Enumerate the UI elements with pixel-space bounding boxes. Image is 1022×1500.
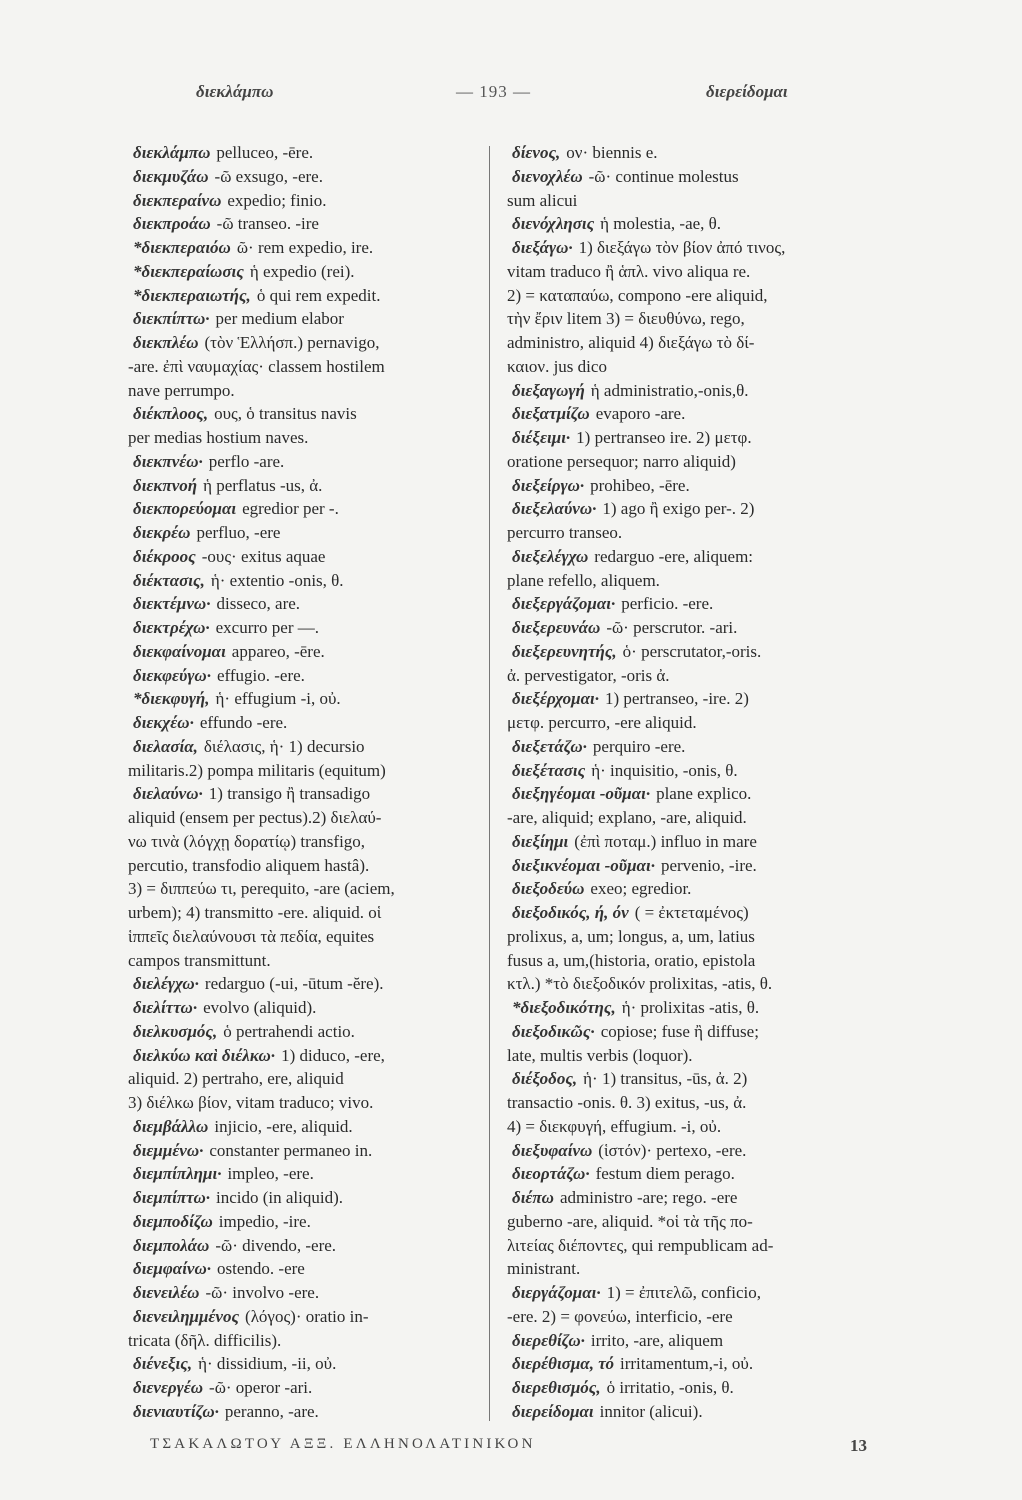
dictionary-entry-line (507, 497, 882, 521)
definition-text: redarguo -ere, aliquem: (594, 546, 754, 566)
continuation-line (507, 1044, 882, 1068)
headword: διελίττω· (133, 998, 198, 1017)
dictionary-entry-line (128, 1162, 488, 1186)
dictionary-entry-line (507, 1376, 882, 1400)
definition-text: ἡ expedio (rei). (249, 261, 355, 281)
dictionary-entry-line (128, 1020, 488, 1044)
headword: διεξέτασις (512, 760, 586, 780)
definition-text: oratione persequor; narro aliquid) (507, 451, 736, 471)
continuation-line (507, 569, 882, 593)
signature-mark: 13 (850, 1436, 867, 1455)
dictionary-entry-line (507, 735, 882, 759)
definition-text: -are, aliquid; explano, -are, aliquid. (507, 808, 747, 827)
dictionary-entry-line (128, 189, 488, 213)
dictionary-entry-line (507, 379, 882, 403)
headword: διενόχλησις (512, 214, 595, 234)
dictionary-entry-line (128, 497, 488, 521)
definition-text: prohibeo, -ēre. (590, 475, 690, 495)
continuation-line (507, 1257, 882, 1281)
definition-text: egredior per -. (242, 499, 339, 519)
continuation-line (507, 284, 882, 308)
headword: διεξετάζω· (512, 736, 587, 756)
definition-text: evolvo (aliquid). (203, 998, 317, 1017)
headword: διελκυσμός, (133, 1021, 218, 1041)
definition-text: ἱππεῖς διελαύνουσι τὰ πεδία, equites (128, 926, 375, 946)
definition-text: 3) διέλκω βίον, vitam traduco; vivo. (128, 1093, 374, 1112)
headword: διεμμένω· (133, 1140, 204, 1160)
definition-text: -ῶ· operor -ari. (209, 1378, 313, 1397)
headword: διεξοδικῶς· (512, 1021, 595, 1041)
headword: διέκπλοος, (133, 404, 209, 424)
definition-text: redarguo (-ui, -ūtum -ĕre). (204, 974, 384, 994)
dictionary-entry-line (128, 1139, 488, 1163)
headword: διεκπεραίνω (133, 190, 222, 210)
dictionary-entry-line (128, 640, 488, 664)
continuation-line (128, 379, 488, 403)
dictionary-entry-line (507, 236, 882, 260)
dictionary-entry-line (128, 450, 488, 474)
headword: διέξοδος, (512, 1069, 578, 1089)
definition-text: μετφ. percurro, -ere aliquid. (507, 713, 697, 732)
headword: *διεκπεραιόω (133, 238, 231, 257)
definition-text: administro, aliquid 4) διεξάγω τὸ δί- (507, 333, 755, 352)
definition-text: aliquid (ensem per pectus).2) διελαύ- (128, 808, 382, 827)
headword: διεκφαίνομαι (133, 641, 226, 661)
headword: διεξαγωγή (512, 380, 585, 400)
dictionary-entry-line (128, 141, 488, 165)
definition-text: ἡ· dissidium, -ii, οὐ. (198, 1354, 337, 1374)
continuation-line (128, 355, 488, 379)
headword: δίενος, (512, 143, 561, 162)
headword: διεξικνέομαι -οῦμαι· (512, 855, 655, 875)
continuation-line (507, 521, 882, 545)
definition-text: διέλασις, ἡ· 1) decursio (203, 736, 365, 756)
dictionary-entry-line (507, 782, 882, 806)
dictionary-entry-line (507, 402, 882, 426)
definition-text: campos transmittunt. (128, 950, 271, 970)
definition-text: ῶ· rem expedio, ire. (236, 238, 374, 257)
dictionary-entry-line (128, 996, 488, 1020)
definition-text: urbem); 4) transmitto -ere. aliquid. οἱ (128, 903, 382, 922)
definition-text: τὴν ἔριν litem 3) = διευθύνω, rego, (507, 309, 745, 329)
headword: διεκρέω (133, 523, 191, 542)
headword: διεμποδίζω (133, 1211, 213, 1231)
headword: διερέθισμα, τό (512, 1354, 615, 1374)
headword: διεκφεύγω· (133, 665, 211, 685)
dictionary-entry-line (128, 1400, 488, 1424)
headword: διεκπλέω (133, 333, 199, 352)
dictionary-entry-line (128, 664, 488, 688)
dictionary-entry-line (128, 1305, 488, 1329)
continuation-line (507, 450, 882, 474)
dictionary-entry-line (507, 877, 882, 901)
definition-text: (ἐπὶ ποταμ.) influo in mare (574, 831, 757, 851)
dictionary-entry-line (507, 141, 882, 165)
definition-text: ἡ perflatus -us, ἀ. (203, 475, 323, 495)
definition-text: ἡ· prolixitas -atis, θ. (621, 998, 760, 1017)
dictionary-entry-line (128, 1115, 488, 1139)
definition-text: impleo, -ere. (227, 1164, 314, 1184)
definition-text: effundo -ere. (199, 713, 288, 732)
definition-text: ον· biennis e. (566, 143, 658, 162)
definition-text: ἀ. pervestigator, -oris ἀ. (507, 665, 670, 685)
dictionary-entry-line (507, 616, 882, 640)
headword: διεξελέγχω (512, 546, 589, 566)
headword: διενιαυτίζω· (133, 1401, 219, 1421)
dictionary-entry-line (128, 521, 488, 545)
continuation-line (128, 1067, 488, 1091)
continuation-line (128, 759, 488, 783)
dictionary-entry-line (507, 1067, 882, 1091)
headword: διεκπροάω (133, 214, 211, 234)
definition-text: (τὸν Ἑλλήσπ.) pernavigo, (204, 333, 380, 352)
definition-text: -ῶ· perscrutor. -ari. (606, 618, 738, 637)
definition-text: 2) = καταπαύω, compono -ere aliquid, (507, 285, 768, 305)
continuation-line (507, 711, 882, 735)
headword: διερεθίζω· (512, 1330, 585, 1350)
dictionary-entry-line (507, 1352, 882, 1376)
definition-text: ὁ qui rem expedit. (256, 285, 381, 305)
dictionary-entry-line (128, 569, 488, 593)
headword: διενειλέω (133, 1283, 200, 1302)
continuation-line (507, 806, 882, 830)
definition-text: festum diem perago. (595, 1164, 735, 1184)
dictionary-entry-line (128, 735, 488, 759)
headword: διελκύω καὶ διέλκω· (133, 1045, 276, 1065)
continuation-line (128, 426, 488, 450)
dictionary-entry-line (507, 545, 882, 569)
continuation-line (507, 189, 882, 213)
dictionary-entry-line (128, 1257, 488, 1281)
definition-text: perquiro -ere. (592, 736, 686, 756)
definition-text: 1) = ἐπιτελῶ, conficio, (606, 1283, 762, 1302)
definition-text: pervenio, -ire. (660, 855, 757, 875)
dictionary-entry-line (128, 616, 488, 640)
definition-text: guberno -are, aliquid. *οἱ τὰ τῆς πο- (507, 1211, 753, 1231)
definition-text: -ῶ transeo. -ire (216, 214, 319, 234)
definition-text: transactio -onis. θ. 3) exitus, -us, ἀ. (507, 1093, 747, 1112)
definition-text: evaporo -are. (595, 404, 686, 424)
headword: διερείδομαι (512, 1401, 594, 1421)
headword: διεμβάλλω (133, 1116, 209, 1136)
definition-text: perflo -are. (208, 451, 285, 471)
left-column (128, 141, 488, 1424)
continuation-line (507, 664, 882, 688)
dictionary-entry-line (128, 1210, 488, 1234)
headword: διεμπολάω (133, 1235, 210, 1255)
headword: διένεξις, (133, 1354, 193, 1374)
headword: διενοχλέω (512, 166, 583, 186)
headword: διεκπνοή (133, 475, 198, 495)
dictionary-entry-line (507, 854, 882, 878)
definition-text: incido (in aliquid). (216, 1188, 344, 1207)
definition-text: perfluo, -ere (196, 523, 281, 542)
continuation-line (128, 949, 488, 973)
continuation-line (128, 925, 488, 949)
continuation-line (507, 355, 882, 379)
continuation-line (507, 1091, 882, 1115)
definition-text: per medium elabor (215, 309, 344, 329)
definition-text: νω τινὰ (λόγχῃ δορατίῳ) transfigo, (128, 831, 366, 851)
dictionary-entry-line (128, 545, 488, 569)
continuation-line (507, 972, 882, 996)
headword: διεμφαίνω· (133, 1259, 212, 1279)
headword: διενεργέω (133, 1378, 204, 1397)
headword: διεκπορεύομαι (133, 499, 237, 519)
definition-text: 1) διεξάγω τὸν βίον ἀπό τινος, (578, 238, 786, 257)
dictionary-entry-line (128, 402, 488, 426)
headword: διεξίημι (512, 831, 569, 851)
definition-text: tricata (δῆλ. difficilis). (128, 1330, 282, 1350)
definition-text: ους, ὁ transitus navis (214, 404, 357, 424)
definition-text: ἡ· effugium -i, οὐ. (215, 689, 341, 709)
definition-text: -ῶ· continue molestus (588, 166, 739, 186)
running-head-left: διεκλάμπω (196, 82, 274, 101)
continuation-line (128, 901, 488, 925)
headword: διεξελαύνω· (512, 499, 597, 519)
right-column (507, 141, 882, 1424)
definition-text: aliquid. 2) pertraho, ere, aliquid (128, 1069, 344, 1089)
definition-text: ἡ· 1) transitus, -ūs, ἀ. 2) (583, 1069, 748, 1089)
dictionary-entry-line (128, 236, 488, 260)
definition-text: copiose; fuse ἢ diffuse; (600, 1021, 759, 1041)
dictionary-entry-line (507, 1281, 882, 1305)
dictionary-entry-line (128, 1044, 488, 1068)
dictionary-entry-line (507, 592, 882, 616)
dictionary-entry-line (507, 1162, 882, 1186)
definition-text: ministrant. (507, 1259, 581, 1279)
continuation-line (507, 925, 882, 949)
column-divider (489, 146, 490, 1421)
continuation-line (128, 830, 488, 854)
definition-text: militaris.2) pompa militaris (equitum) (128, 760, 386, 780)
dictionary-entry-line (507, 165, 882, 189)
page-number: — 193 — (456, 82, 531, 101)
definition-text: effugio. -ere. (216, 665, 305, 685)
headword: διεξηγέομαι -οῦμαι· (512, 784, 651, 804)
headword: διεξάγω· (512, 238, 573, 257)
definition-text: 1) pertranseo, -ire. 2) (604, 689, 749, 709)
dictionary-entry-line (507, 1139, 882, 1163)
headword: διέπω (512, 1188, 554, 1207)
continuation-line (128, 806, 488, 830)
definition-text: excurro per —. (215, 618, 319, 637)
definition-text: exeo; egredior. (590, 879, 692, 899)
headword: διεορτάζω· (512, 1164, 590, 1184)
continuation-line (128, 1091, 488, 1115)
definition-text: ὁ pertrahendi actio. (223, 1021, 355, 1041)
definition-text: 1) transigo ἢ transadigo (208, 784, 371, 804)
dictionary-entry-line (128, 284, 488, 308)
headword: διεκπνέω· (133, 451, 203, 471)
continuation-line (507, 1115, 882, 1139)
definition-text: ἡ administratio,-onis,θ. (590, 380, 749, 400)
definition-text: -ῶ· divendo, -ere. (215, 1235, 337, 1255)
dictionary-entry-line (128, 307, 488, 331)
dictionary-entry-line (128, 592, 488, 616)
definition-text: innitor (alicui). (599, 1401, 703, 1421)
definition-text: late, multis verbis (loquor). (507, 1045, 693, 1065)
definition-text: sum alicui (507, 190, 578, 210)
dictionary-entry-line (507, 212, 882, 236)
headword: διενειλημμένος (133, 1306, 240, 1326)
definition-text: καιον. jus dico (507, 356, 607, 376)
dictionary-entry-line (128, 1186, 488, 1210)
headword: διεμπίπλημι· (133, 1164, 222, 1184)
continuation-line (128, 877, 488, 901)
continuation-line (507, 260, 882, 284)
definition-text: administro -are; rego. -ere (559, 1188, 738, 1207)
dictionary-entry-line (128, 972, 488, 996)
definition-text: ὁ· perscrutator,-oris. (622, 641, 762, 661)
dictionary-entry-line (507, 474, 882, 498)
definition-text: ὁ irritatio, -onis, θ. (606, 1378, 734, 1397)
headword: διεξερευνητής, (512, 641, 617, 661)
headword: διεκτρέχω· (133, 618, 210, 637)
definition-text: ( = ἐκτεταμένος) (634, 903, 749, 922)
headword: διεκχέω· (133, 713, 194, 732)
definition-text: irritamentum,-i, οὐ. (620, 1354, 754, 1374)
definition-text: prolixus, a, um; longus, a, um, latius (507, 926, 755, 946)
definition-text: 1) ago ἢ exigo per-. 2) (602, 499, 755, 519)
dictionary-entry-line (128, 1352, 488, 1376)
dictionary-entry-line (128, 1376, 488, 1400)
headword: διεξέρχομαι· (512, 689, 599, 709)
definition-text: vitam traduco ἢ ἁπλ. vivo aliqua re. (507, 261, 751, 281)
headword: διεξείργω· (512, 475, 585, 495)
definition-text: disseco, are. (216, 594, 301, 614)
headword: διερεθισμός, (512, 1378, 601, 1397)
dictionary-entry-line (128, 165, 488, 189)
definition-text: nave perrumpo. (128, 380, 235, 400)
definition-text: irrito, -are, aliquem (590, 1330, 724, 1350)
continuation-line (507, 949, 882, 973)
continuation-line (507, 307, 882, 331)
headword: διέξειμι· (512, 428, 571, 447)
definition-text: ἡ molestia, -ae, θ. (600, 214, 722, 234)
headword: *διεξοδικότης, (512, 998, 616, 1017)
continuation-line (128, 1329, 488, 1353)
definition-text: -ῶ exsugo, -ere. (214, 166, 323, 186)
definition-text: 4) = διεκφυγή, effugium. -i, οὐ. (507, 1116, 722, 1136)
running-head-right: διερείδομαι (706, 82, 788, 101)
headword: διεξατμίζω (512, 404, 590, 424)
definition-text: ἡ· inquisitio, -onis, θ. (591, 760, 738, 780)
definition-text: (λόγος)· oratio in- (245, 1306, 369, 1326)
headword: διεκλάμπω (133, 143, 211, 162)
dictionary-entry-line (507, 1400, 882, 1424)
definition-text: fusus a, um,(historia, oratio, epistola (507, 950, 756, 970)
definition-text: λιτείας διέποντες, qui rempublicam ad- (507, 1235, 774, 1255)
continuation-line (128, 854, 488, 878)
definition-text: constanter permaneo in. (209, 1140, 373, 1160)
headword: διελέγχω· (133, 974, 199, 994)
definition-text: per medias hostium naves. (128, 428, 309, 447)
definition-text: appareo, -ēre. (231, 641, 325, 661)
headword: διέκροος (133, 546, 196, 566)
definition-text: ἡ· extentio -onis, θ. (210, 570, 344, 590)
definition-text: -ους· exitus aquae (201, 546, 326, 566)
dictionary-entry-line (507, 640, 882, 664)
footer-title: ΤΣΑΚΑΛΩΤΟΥ ΑΞΞ. ΕΛΛΗΝΟΛΑΤΙΝΙΚΟΝ (150, 1436, 536, 1452)
definition-text: peranno, -are. (224, 1401, 319, 1421)
headword: διελαύνω· (133, 784, 203, 804)
headword: διεμπίπτω· (133, 1188, 210, 1207)
definition-text: pelluceo, -ēre. (216, 143, 314, 162)
definition-text: -ere. 2) = φονεύω, interficio, -ere (507, 1306, 733, 1326)
headword: διεκπίπτω· (133, 309, 210, 329)
headword: διεργάζομαι· (512, 1283, 601, 1302)
definition-text: ostendo. -ere (217, 1259, 305, 1279)
dictionary-entry-line (128, 1281, 488, 1305)
dictionary-entry-line (128, 687, 488, 711)
definition-text: injicio, -ere, aliquid. (214, 1116, 353, 1136)
headword: *διεκπεραίωσις (133, 261, 244, 281)
definition-text: (ἱστόν)· pertexo, -ere. (598, 1140, 747, 1160)
dictionary-entry-line (128, 474, 488, 498)
dictionary-entry-line (128, 212, 488, 236)
definition-text: plane explico. (656, 784, 752, 804)
dictionary-entry-line (507, 1329, 882, 1353)
continuation-line (507, 1305, 882, 1329)
definition-text: impedio, -ire. (218, 1211, 311, 1231)
headword: διελασία, (133, 736, 198, 756)
dictionary-entry-line (507, 996, 882, 1020)
dictionary-entry-line (507, 901, 882, 925)
definition-text: perficio. -ere. (621, 594, 714, 614)
headword: διεξοδεύω (512, 879, 585, 899)
headword: διέκτασις, (133, 570, 205, 590)
dictionary-entry-line (128, 260, 488, 284)
definition-text: -ῶ· involvo -ere. (205, 1283, 320, 1302)
definition-text: κτλ.) *τὸ διεξοδικόν prolixitas, -atis, θ. (507, 974, 773, 994)
definition-text: 1) pertranseo ire. 2) μετφ. (576, 428, 752, 447)
dictionary-entry-line (128, 711, 488, 735)
dictionary-entry-line (128, 331, 488, 355)
dictionary-entry-line (507, 830, 882, 854)
continuation-line (507, 1210, 882, 1234)
definition-text: 3) = διππεύω τι, perequito, -are (aciem, (128, 879, 395, 899)
dictionary-entry-line (507, 1186, 882, 1210)
headword: διεξυφαίνω (512, 1140, 593, 1160)
dictionary-entry-line (507, 687, 882, 711)
dictionary-entry-line (128, 1234, 488, 1258)
headword: *διεκφυγή, (133, 689, 210, 709)
definition-text: -are. ἐπὶ ναυμαχίας· classem hostilem (128, 356, 385, 376)
definition-text: plane refello, aliquem. (507, 570, 660, 590)
headword: διεξερευνάω (512, 618, 601, 637)
dictionary-entry-line (128, 782, 488, 806)
headword: διεκτέμνω· (133, 594, 211, 614)
dictionary-entry-line (507, 426, 882, 450)
continuation-line (507, 331, 882, 355)
headword: διεξεργάζομαι· (512, 594, 616, 614)
definition-text: 1) diduco, -ere, (281, 1045, 385, 1065)
headword: διεκμυζάω (133, 166, 209, 186)
definition-text: percutio, transfodio aliquem hastâ). (128, 855, 370, 875)
definition-text: expedio; finio. (227, 190, 327, 210)
definition-text: percurro transeo. (507, 523, 623, 542)
headword: διεξοδικός, ή, όν (512, 903, 629, 922)
headword: *διεκπεραιωτής, (133, 285, 251, 305)
dictionary-entry-line (507, 1020, 882, 1044)
continuation-line (507, 1234, 882, 1258)
dictionary-entry-line (507, 759, 882, 783)
